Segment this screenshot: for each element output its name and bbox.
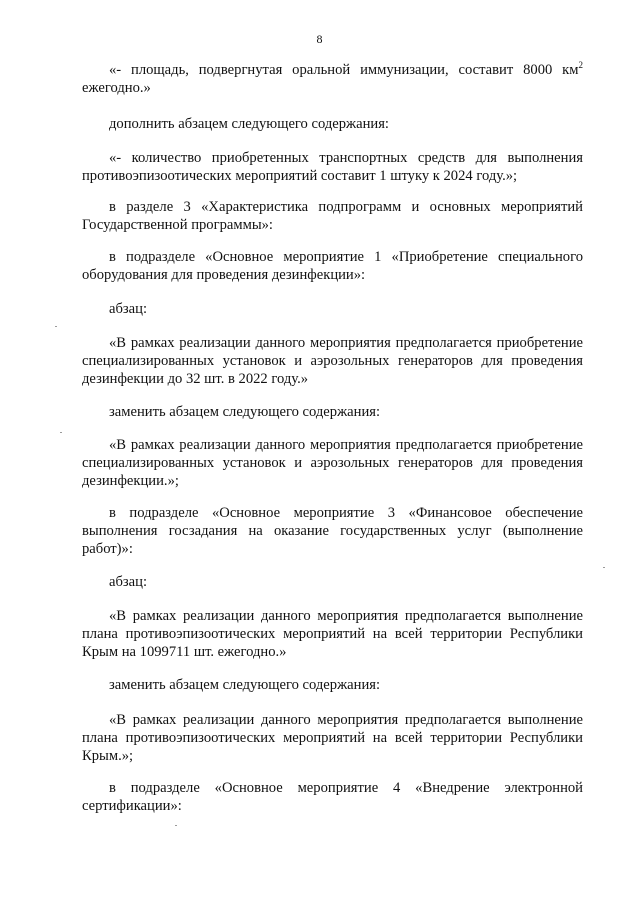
paragraph-section-3: в разделе 3 «Характеристика подпрограмм и основных мероприятий Государственной программы»: <box>82 199 583 233</box>
paragraph-text: «- площадь, подвергнутая оральной иммунизации, составит 8000 км <box>109 62 579 78</box>
paragraph-subsection-1: в подразделе «Основное мероприятие 1 «Приобретение специального оборудования для проведения дезинфекции»: <box>82 249 583 283</box>
paragraph-vehicles: «- количество приобретенных транспортных средств для выполнения противоэпизоотических мероприятий составит 1 штуку к 2024 году.»; <box>82 150 583 184</box>
paragraph-old-text-2: «В рамках реализации данного мероприятия предполагается выполнение плана противоэпизоотических мероприятий на всей территории Республики Крым на 1099711 шт. ежегодно.» <box>82 608 583 660</box>
page-number: 8 <box>316 32 323 46</box>
scan-speck <box>60 432 62 433</box>
scan-speck <box>603 567 605 568</box>
paragraph-new-text-1: «В рамках реализации данного мероприятия предполагается приобретение специализированных установок и аэрозольных генераторов для проведения дезинфекции.»; <box>82 437 583 489</box>
paragraph-tail: ежегодно.» <box>82 80 151 96</box>
paragraph-subsection-4: в подразделе «Основное мероприятие 4 «Внедрение электронной сертификации»: <box>82 780 583 814</box>
scan-speck <box>175 825 177 826</box>
paragraph-replace-1: заменить абзацем следующего содержания: <box>109 404 381 420</box>
paragraph-replace-2: заменить абзацем следующего содержания: <box>109 677 381 693</box>
paragraph-old-text-1: «В рамках реализации данного мероприятия предполагается приобретение специализированных установок и аэрозольных генераторов для проведения дезинфекции до 32 шт. в 2022 году.» <box>82 335 583 387</box>
paragraph-new-text-2: «В рамках реализации данного мероприятия предполагается выполнение плана противоэпизоотических мероприятий на всей территории Республики Крым.»; <box>82 712 583 764</box>
paragraph-supplement-1: дополнить абзацем следующего содержания: <box>109 116 389 132</box>
paragraph-oral-immunization <box>82 61 583 97</box>
paragraph-abzac-1: абзац: <box>109 301 148 317</box>
scan-speck <box>55 326 57 327</box>
paragraph-subsection-3: в подразделе «Основное мероприятие 3 «Финансовое обеспечение выполнения госзадания на оказание государственных услуг (выполнение работ)»: <box>82 505 583 557</box>
paragraph-abzac-2: абзац: <box>109 574 148 590</box>
superscript: 2 <box>578 60 583 71</box>
